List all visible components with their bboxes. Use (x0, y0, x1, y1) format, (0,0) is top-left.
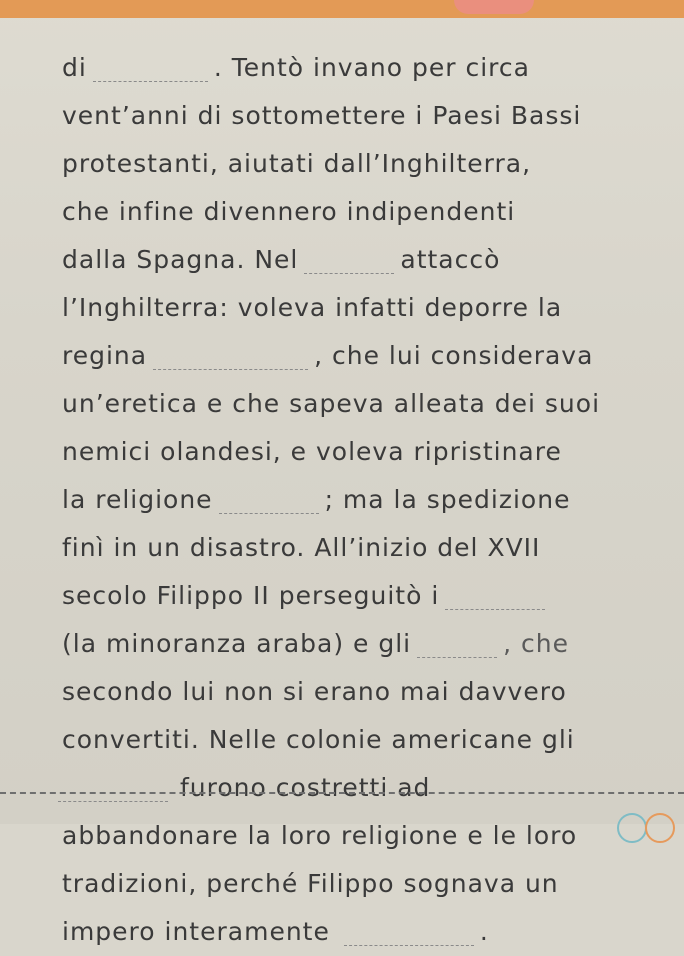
text-line-18: tradizioni, perché Filippo sognava un (62, 869, 559, 898)
line-5-before: dalla Spagna. Nel (62, 245, 299, 274)
text-line-6: l’Inghilterra: voleva infatti deporre la (62, 293, 563, 322)
blank-field-5[interactable] (445, 579, 545, 610)
line-16-after: furono costretti ad (180, 773, 431, 802)
exercise-text (62, 44, 642, 956)
text-line-14: secondo lui non si erano mai davvero (62, 677, 567, 706)
dashed-divider (0, 792, 684, 794)
text-line-4: che infine divennero indipendenti (62, 197, 516, 226)
line-13-after: , che (503, 629, 570, 658)
line-19-after: . (479, 917, 489, 946)
text-line-11: finì in un disastro. All’inizio del XVII (62, 533, 541, 562)
blank-field-7[interactable] (58, 771, 168, 802)
text-line-17: abbandonare la loro religione e le loro (62, 821, 578, 850)
blank-field-3[interactable] (153, 339, 308, 370)
text-line-10 (62, 476, 642, 524)
text-line-5 (62, 236, 642, 284)
text-line-3: protestanti, aiutati dall’Inghilterra, (62, 149, 532, 178)
line-10-after: ; ma la spedizione (324, 485, 571, 514)
text-line-13 (62, 620, 642, 668)
corner-ornament-icon (614, 804, 674, 832)
text-line-15: convertiti. Nelle colonie americane gli (62, 725, 575, 754)
line-19-before: impero interamente (62, 917, 330, 946)
blank-field-2[interactable] (304, 243, 394, 274)
text-line-1 (62, 44, 642, 92)
header-band (0, 0, 684, 18)
text-line-8: un’eretica e che sapeva alleata dei suoi (62, 389, 601, 418)
text-line-9: nemici olandesi, e voleva ripristinare (62, 437, 562, 466)
blank-field-8[interactable] (344, 915, 474, 946)
line-1-after: . Tentò invano per circa (213, 53, 530, 82)
line-7-after: , che lui considerava (314, 341, 594, 370)
line-7-before: regina (62, 341, 148, 370)
text-line-2: vent’anni di sottomettere i Paesi Bassi (62, 101, 582, 130)
text-line-16 (62, 764, 642, 812)
blank-field-4[interactable] (219, 483, 319, 514)
line-5-after: attaccò (400, 245, 501, 274)
header-ornament (454, 0, 534, 14)
text-line-7 (62, 332, 642, 380)
blank-field-1[interactable] (93, 51, 208, 82)
line-1-before: di (62, 53, 87, 82)
line-10-before: la religione (62, 485, 213, 514)
line-12-before: secolo Filippo II perseguitò i (62, 581, 440, 610)
line-13-before: (la minoranza araba) e gli (62, 629, 412, 658)
text-line-19 (62, 908, 642, 956)
text-line-12 (62, 572, 642, 620)
blank-field-6[interactable] (417, 627, 497, 658)
